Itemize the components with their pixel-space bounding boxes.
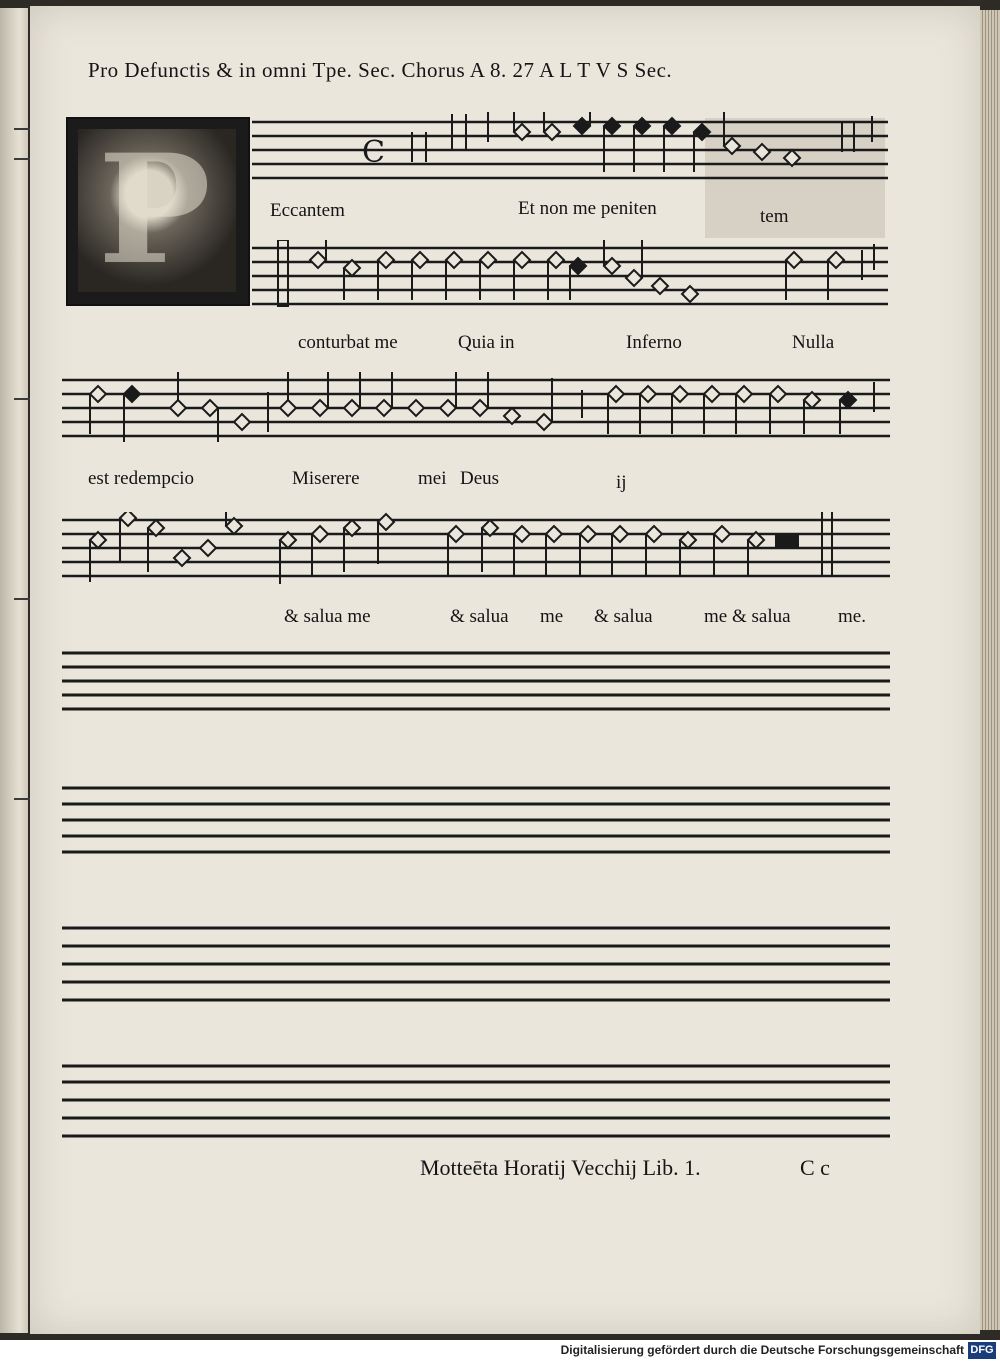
lyric-me-4: me. [838,606,866,627]
running-footer-title: Motteēta Horatij Vecchij Lib. 1. [420,1155,701,1180]
empty-staff-3-lines [62,920,890,1006]
empty-staff-2-lines [62,780,890,856]
lyric-et-non-me: Et non me peniten [518,198,657,219]
lyric-et-salua-3: & salua [594,606,653,627]
signature-mark: C c [800,1155,830,1180]
empty-staff-4 [62,1058,890,1128]
lyric-ij: ij [616,472,627,493]
music-staff-1 [252,112,888,182]
music-staff-3 [62,372,890,442]
staff-2-lines [252,240,888,310]
staff-3-lines [62,372,890,442]
page-header: Pro Defunctis & in omni Tpe. Sec. Chorus A 8. 27 A L T V S Sec. [88,58,673,82]
credit-bar [0,1340,1000,1363]
lyric-mei: mei [418,468,447,489]
staff-1-lines [252,112,888,182]
lyric-eccantem: Eccantem [270,200,345,221]
empty-staff-1 [62,645,890,715]
lyric-quia-in: Quia in [458,332,515,353]
lyric-conturbat: conturbat me [298,332,398,353]
lyric-me-2: me [540,606,564,627]
empty-staff-2 [62,780,890,850]
lyric-et-salua-me-1: & salua me [284,606,371,627]
lyric-miserere: Miserere [292,468,360,489]
lyric-et-salua-2: & salua [450,606,509,627]
lyric-est-redempcio: est redempcio [88,468,195,489]
lyric-et-salua-4: & salua [732,606,791,627]
page-stack-edge [980,10,1000,1330]
decorated-initial: P [66,117,250,306]
facing-page-edge [0,8,28,1333]
funding-credit: Digitalisierung gefördert durch die Deutsche Forschungsgemeinschaft [560,1343,964,1357]
lyric-nulla: Nulla [792,332,835,353]
staff-4-lines [62,512,890,592]
lyric-deus: Deus [460,468,500,489]
music-staff-2 [252,240,888,310]
svg-text:C: C [362,135,385,170]
dfg-logo: DFG [968,1342,996,1359]
empty-staff-1-lines [62,645,890,715]
lyric-inferno: Inferno [626,332,682,353]
empty-staff-4-lines [62,1058,890,1142]
empty-staff-3 [62,920,890,990]
music-staff-4 [62,512,890,582]
lyric-tem: tem [760,206,789,227]
lyric-me-3: me [704,606,728,627]
